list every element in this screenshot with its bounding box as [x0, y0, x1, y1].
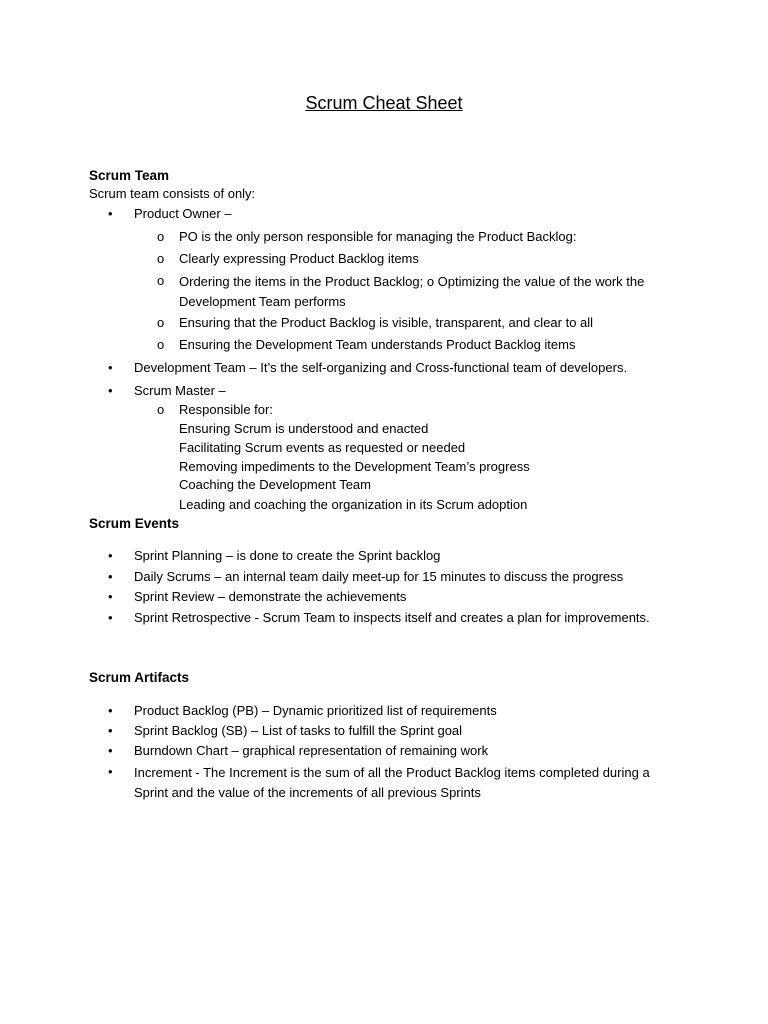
bullet-icon: • — [108, 743, 113, 758]
team-intro: Scrum team consists of only: — [89, 186, 256, 201]
sub-bullet-icon: o — [157, 251, 165, 266]
product-owner-item: PO is the only person responsible for managing the Product Backlog: — [179, 229, 577, 244]
scrum-master-duty: Ensuring Scrum is understood and enacted — [179, 421, 429, 436]
section-heading-scrum-team: Scrum Team — [89, 168, 170, 183]
product-owner-item: Clearly expressing Product Backlog items — [179, 251, 419, 266]
bullet-icon: • — [108, 723, 113, 738]
bullet-icon: • — [108, 764, 113, 779]
event-item: Daily Scrums – an internal team daily meet-up for 15 minutes to discuss the progress — [134, 569, 624, 584]
bullet-icon: • — [108, 610, 113, 625]
development-team-item: Development Team – It’s the self-organizing and Cross-functional team of developers. — [134, 360, 628, 375]
event-item: Sprint Review – demonstrate the achievements — [134, 589, 407, 604]
bullet-icon: • — [108, 360, 113, 375]
scrum-master-duty: Leading and coaching the organization in its Scrum adoption — [179, 497, 528, 512]
event-item: Sprint Retrospective - Scrum Team to inspects itself and creates a plan for improvements. — [134, 610, 650, 625]
product-owner-label: Product Owner – — [134, 206, 232, 221]
sub-bullet-icon: o — [157, 315, 165, 330]
section-heading-scrum-artifacts: Scrum Artifacts — [89, 670, 190, 685]
product-owner-item: Ensuring the Development Team understands Product Backlog items — [179, 337, 576, 352]
artifact-item: Burndown Chart – graphical representation of remaining work — [134, 743, 489, 758]
sub-bullet-icon: o — [157, 229, 165, 244]
sub-bullet-icon: o — [157, 273, 165, 288]
scrum-master-duty: Facilitating Scrum events as requested or needed — [179, 440, 466, 455]
product-owner-item: Ordering the items in the Product Backlog; o Optimizing the value of the work the Development Team performs — [179, 274, 645, 309]
sub-bullet-icon: o — [157, 402, 165, 417]
bullet-icon: • — [108, 589, 113, 604]
section-heading-scrum-events: Scrum Events — [89, 516, 180, 531]
artifact-item: Product Backlog (PB) – Dynamic prioritized list of requirements — [134, 703, 497, 718]
artifact-item: Sprint Backlog (SB) – List of tasks to fulfill the Sprint goal — [134, 723, 463, 738]
event-item: Sprint Planning – is done to create the Sprint backlog — [134, 548, 441, 563]
product-owner-item: Ensuring that the Product Backlog is visible, transparent, and clear to all — [179, 315, 594, 330]
scrum-master-label: Scrum Master – — [134, 383, 226, 398]
artifact-item: Increment - The Increment is the sum of all the Product Backlog items completed during a Sprint and the value of the increments of all previous Sprints — [134, 765, 650, 800]
scrum-master-duty: Removing impediments to the Development Team’s progress — [179, 459, 530, 474]
bullet-icon: • — [108, 703, 113, 718]
sub-bullet-icon: o — [157, 337, 165, 352]
responsible-for-label: Responsible for: — [179, 402, 273, 417]
bullet-icon: • — [108, 569, 113, 584]
scrum-master-duty: Coaching the Development Team — [179, 477, 371, 492]
bullet-icon: • — [108, 206, 113, 221]
bullet-icon: • — [108, 383, 113, 398]
bullet-icon: • — [108, 548, 113, 563]
page-title: Scrum Cheat Sheet — [305, 93, 463, 113]
